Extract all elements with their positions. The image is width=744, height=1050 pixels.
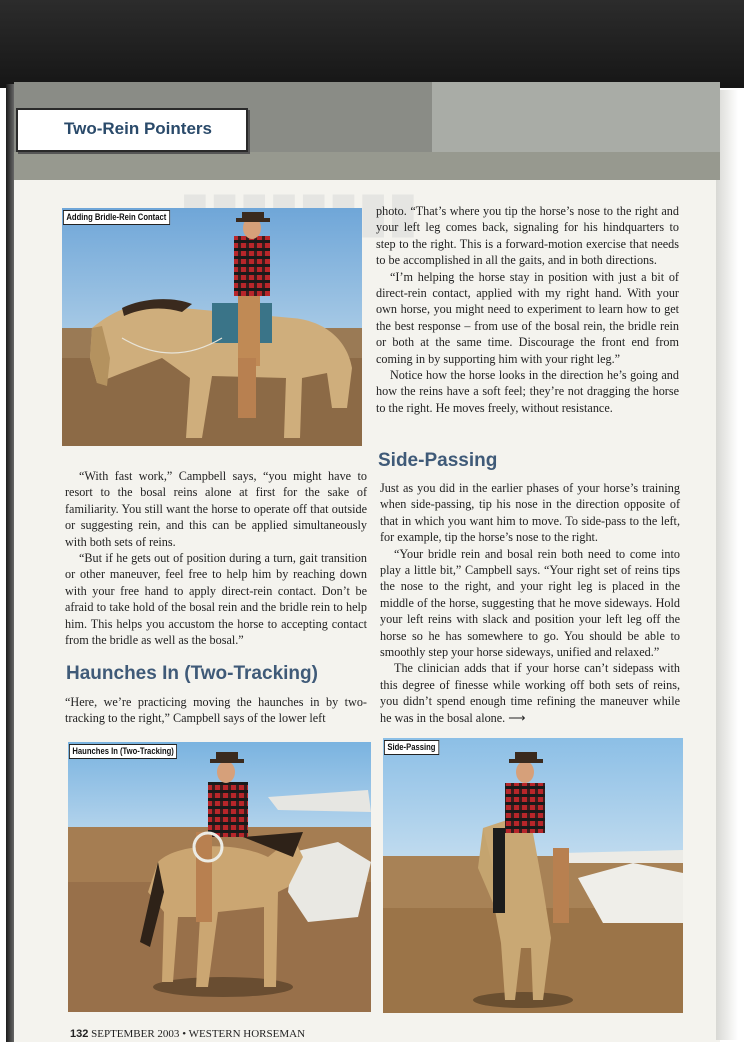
section-title: Two-Rein Pointers [64,119,212,138]
paragraph: “I’m helping the horse stay in position with just a bit of direct-rein contact, applied with my right hand. With your own horse, you might need to experiment to learn how to get the best response – from use of the bosal rein, the bridle rein or both at the same time. Discourage the front end from coming in by supporting him with your right leg.” [376,269,679,366]
photo-caption-bottom-left: Haunches In (Two-Tracking) [69,744,177,759]
heading-side-passing: Side-Passing [378,450,498,471]
paragraph: Notice how the horse looks in the direction he’s going and how the reins have a soft feel; they’re not dragging the horse to the right. He moves freely, without resistance. [376,368,679,415]
paragraph: Just as you did in the earlier phases of your horse’s training when side-passing, tip his nose in the direction opposite of that in which you want him to move. To side-pass to the left, for example, tip the horse’s nose to the right. [380,481,680,545]
left-column-text [65,468,367,648]
photo-caption-bottom-right: Side-Passing [384,740,439,755]
photo-side-passing [383,738,683,1013]
scan-background-top [0,0,744,88]
paragraph: “Your bridle rein and bosal rein both need to come into play a little bit,” Campbell says. “Your right set of reins tips the nose to the right, and your right leg is placed in the middle of the horse, suggesting that he move sideways. Hold your left reins with slack and position your left leg off the horse so he has somewhere to go. You should be able to smoothly step your horse sideways, unified and relaxed.” [380,546,680,660]
section-title-box [16,108,248,152]
page-footer [70,1028,305,1040]
photo-caption-top: Adding Bridle-Rein Contact [63,210,170,225]
paragraph: “With fast work,” Campbell says, “you might have to resort to the bosal reins alone at first for the sake of familiarity. You still want the horse to operate off that outside or suggesting rein, and this can be applied simultaneously with both sets of reins. [65,469,367,549]
left-column-text-continued [65,694,367,727]
paragraph: “Here, we’re practicing moving the haunches in by two-tracking to the right,” Campbell says of the lower left [65,695,367,726]
paragraph: photo. “That’s where you tip the horse’s nose to the right and your left leg comes back, signaling for his hindquarters to step to the right. This is a forward-motion exercise that needs to be accomplished in all the gaits, and in both directions. [376,204,679,268]
footer-separator: • [182,1028,187,1040]
photo-haunches-in [68,742,371,1012]
issue-date: SEPTEMBER 2003 [91,1028,180,1040]
publication-name: WESTERN HORSEMAN [188,1028,306,1040]
photo-adding-bridle-rein-contact [62,208,362,446]
paragraph: The clinician adds that if your horse can’t sidepass with this degree of finesse while working off both sets of reins, you didn’t spend enough time refining the maneuver while he was in the bosal alone. ⟶ [380,661,680,725]
paragraph: “But if he gets out of position during a turn, gait transition or other maneuver, feel free to help him by reaching down with your free hand to apply direct-rein contact. Don’t be afraid to take hold of the bosal rein and the bridle rein to help him. This helps you accustom the horse to accepting contact from the bridle as well as the bosal.” [65,551,367,648]
heading-haunches-in: Haunches In (Two-Tracking) [66,663,318,684]
page-edge [716,90,738,1040]
page-number: 132 [70,1028,89,1040]
right-column-text-continued [380,480,680,726]
right-column-text [376,203,679,416]
